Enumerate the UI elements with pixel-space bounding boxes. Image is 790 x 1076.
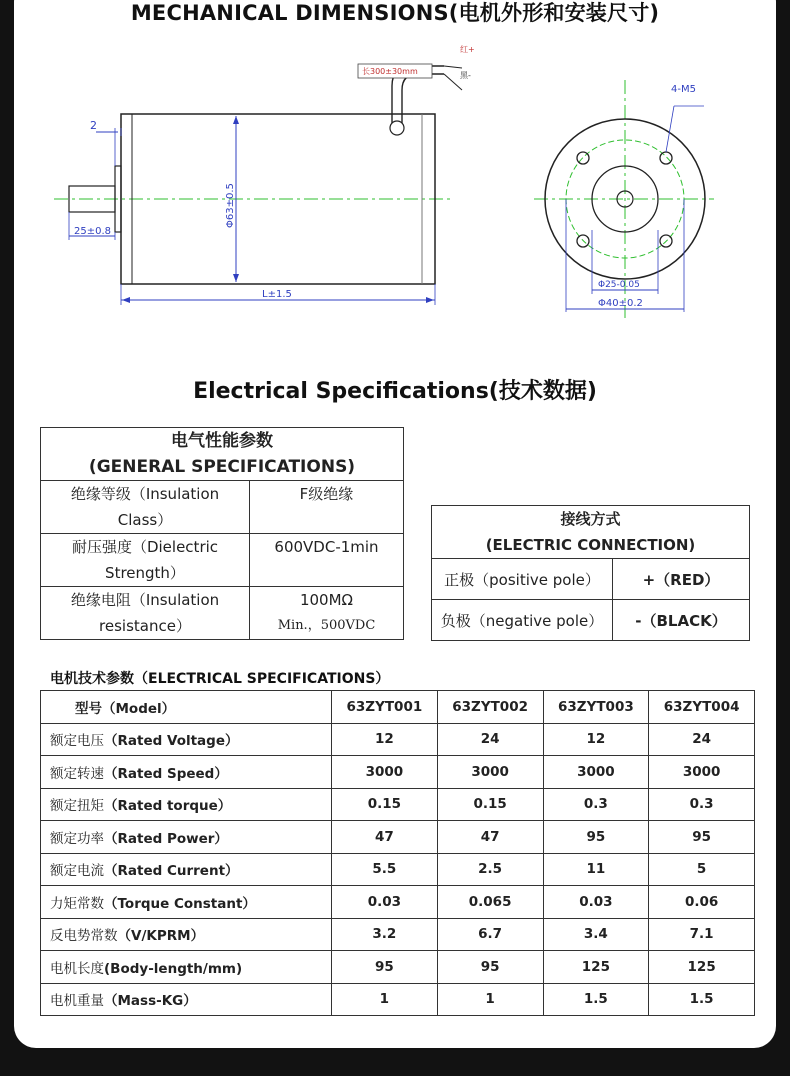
spec-sheet [14,0,776,1048]
lead-length-label: 长300±30mm [362,67,418,76]
table-row: 力矩常数（Torque Constant） 0.03 0.065 0.03 0.06 [41,886,755,919]
bolt-circle-dimension: Φ40±0.2 [598,298,643,309]
red-wire-label: 红+ [460,45,475,54]
mechanical-drawing [14,0,776,350]
general-specifications-table [40,427,404,640]
body-length-dimension: L±1.5 [262,289,292,300]
flange-dimension: 2 [90,119,97,132]
table-row: 额定电压（Rated Voltage） 12 24 12 24 [41,723,755,756]
table-header-row: 型号（Model） 63ZYT001 63ZYT002 63ZYT003 63ZYT004 [41,691,755,724]
mechanical-dimensions-title: MECHANICAL DIMENSIONS(电机外形和安装尺寸) [130,1,660,25]
holes-dimension: 4-M5 [671,84,696,95]
front-view [534,80,714,318]
table-row: 额定扭矩（Rated torque） 0.15 0.15 0.3 0.3 [41,788,755,821]
black-wire-label: 黑- [460,71,471,80]
connection-header: 接线方式 (ELECTRIC CONNECTION) [432,506,750,559]
inner-diameter-dimension: Φ25-0.05 [598,280,640,290]
general-specs-header: 电气性能参数 (GENERAL SPECIFICATIONS) [41,428,404,481]
electrical-specs-caption: 电机技术参数（ELECTRICAL SPECIFICATIONS） [50,671,390,687]
table-row: 绝缘等级（Insulation Class） F级绝缘 [41,481,404,534]
diameter-dimension: Φ63±0.5 [225,183,236,228]
table-row: 额定转速（Rated Speed） 3000 3000 3000 3000 [41,756,755,789]
table-row: 额定电流（Rated Current） 5.5 2.5 11 5 [41,853,755,886]
electrical-specifications-table [40,690,755,1016]
table-row: 负极（negative pole） -（BLACK） [432,600,750,641]
side-view [54,44,475,305]
table-row: 电机长度(Body-length/mm) 95 95 125 125 [41,951,755,984]
table-row: 耐压强度（Dielectric Strength） 600VDC-1min [41,534,404,587]
table-row: 绝缘电阻（Insulation resistance） 100MΩ Min.，500VDC [41,587,404,640]
electric-connection-table [431,505,750,641]
shaft-length-dimension: 25±0.8 [74,226,112,237]
table-row: 额定功率（Rated Power） 47 47 95 95 [41,821,755,854]
table-row: 电机重量（Mass-KG） 1 1 1.5 1.5 [41,983,755,1016]
table-row: 正极（positive pole） +（RED） [432,559,750,600]
table-row: 反电势常数（V/KPRM） 3.2 6.7 3.4 7.1 [41,918,755,951]
electrical-specifications-title: Electrical Specifications(技术数据) [193,379,597,404]
